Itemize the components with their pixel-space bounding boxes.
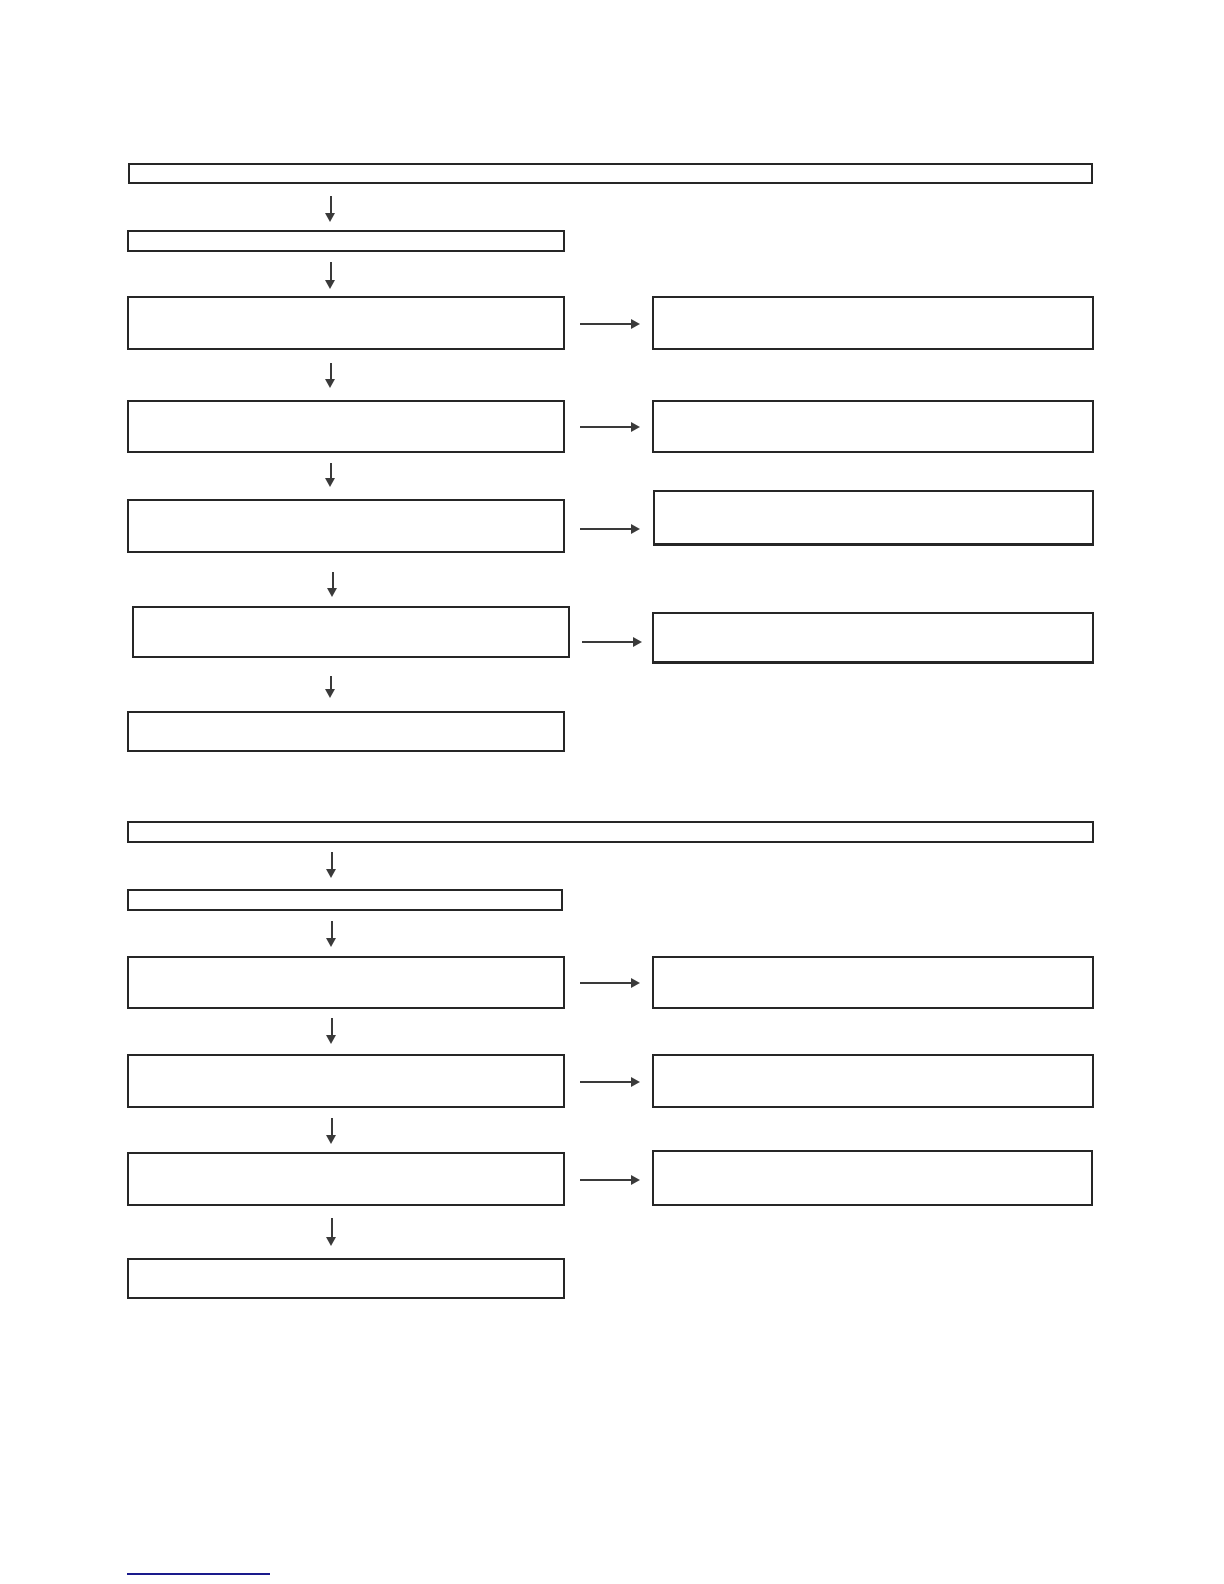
right-arrow-icon [580, 317, 640, 330]
flowchart2-row1-right-box [652, 956, 1094, 1009]
right-arrow-icon [582, 635, 642, 648]
down-arrow-icon [325, 921, 338, 947]
right-arrow-icon [580, 522, 640, 535]
down-arrow-icon [324, 363, 337, 388]
right-arrow-icon [580, 1173, 640, 1186]
flowchart2-row3-right-box [652, 1150, 1093, 1206]
flowchart1-row2-left-box [127, 400, 565, 453]
down-arrow-icon [325, 1018, 338, 1044]
flowchart2-row3-left-box [127, 1152, 565, 1206]
flowchart2-row2-right-box [652, 1054, 1094, 1108]
flowchart2-row2-left-box [127, 1054, 565, 1108]
right-arrow-icon [580, 1075, 640, 1088]
down-arrow-icon [324, 676, 337, 698]
flowchart2-row1-left-box [127, 956, 565, 1009]
flowchart1-row2-right-box [652, 400, 1094, 453]
down-arrow-icon [325, 1218, 338, 1246]
down-arrow-icon [325, 852, 338, 878]
down-arrow-icon [324, 196, 337, 222]
flowchart1-header-box [128, 163, 1093, 184]
flowchart1-step-box [127, 230, 565, 252]
flowchart1-row4-left-box [132, 606, 570, 658]
flowchart2-step-box [127, 889, 563, 911]
flowchart2-header-box [127, 821, 1094, 843]
flowchart1-row3-right-box [653, 490, 1094, 546]
flowchart2-end-box [127, 1258, 565, 1299]
flowchart1-row4-right-box [652, 612, 1094, 664]
flowchart1-end-box [127, 711, 565, 752]
down-arrow-icon [324, 262, 337, 289]
flowchart1-row3-left-box [127, 499, 565, 553]
down-arrow-icon [324, 463, 337, 487]
flowchart1-row1-right-box [652, 296, 1094, 350]
down-arrow-icon [325, 1118, 338, 1144]
down-arrow-icon [326, 572, 339, 597]
right-arrow-icon [580, 420, 640, 433]
footnote-rule [127, 1573, 270, 1575]
right-arrow-icon [580, 976, 640, 989]
flowchart1-row1-left-box [127, 296, 565, 350]
